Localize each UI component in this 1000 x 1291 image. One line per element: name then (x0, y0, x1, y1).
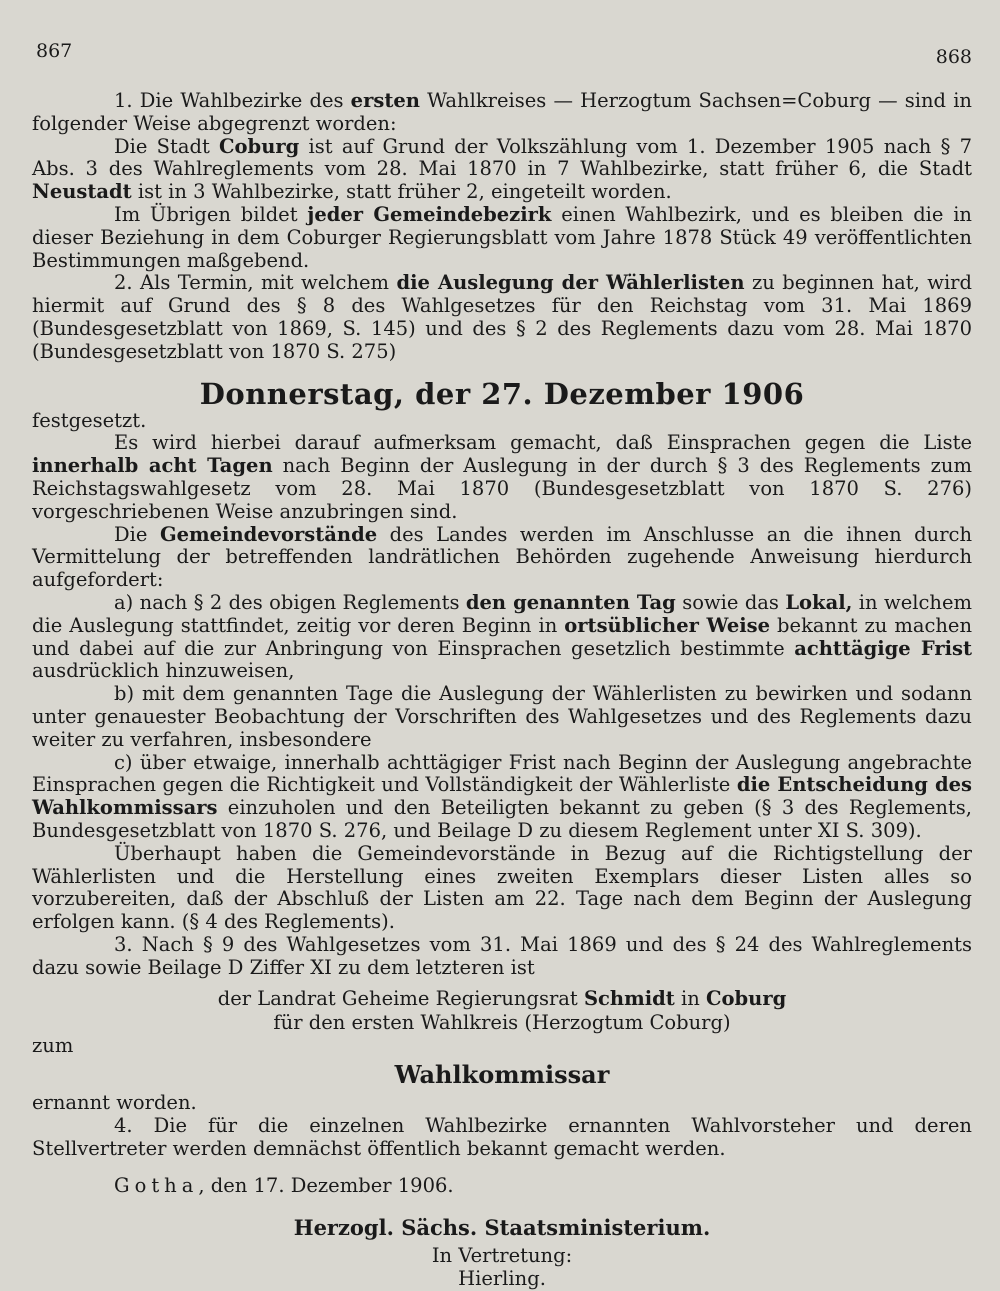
text-run: ist in 3 Wahlbezirke, statt früher 2, eingeteilt worden. (131, 180, 672, 204)
text-run: in welchem die Auslegung stattfindet, zeitig vor deren Beginn in (32, 590, 972, 637)
emphasis-text: Neustadt (32, 180, 132, 204)
section-1-coburg (32, 136, 972, 204)
ministry-name: Herzogl. Sächs. Staatsministerium. (293, 1215, 711, 1241)
appointment-line-1 (32, 987, 972, 1011)
text-run: des Landes werden im Anschlusse an die ihnen durch Vermittelung der betreffenden landrätlichen Behörden zugehende Anweisung hierdurch aufgefordert: (32, 522, 973, 592)
emphasis-text: die Auslegung der Wählerlisten (396, 271, 745, 295)
appointment-block (32, 987, 972, 1035)
list-item-c (32, 752, 972, 843)
text-run: einzuholen und den Beteiligten bekannt zu geben (§ 3 des Reglements, Bundesgesetzblatt von 1870 S. 276, und Beilage D zu diesem Reglement unter XI S. 309). (32, 796, 972, 842)
list-item-a (32, 592, 972, 683)
page-number-right: 868 (935, 46, 972, 68)
text-run: Wahlkreises — Herzogtum Sachsen=Coburg — sind in folgender Weise abgegrenzt worden: (32, 89, 972, 135)
section-1-remaining (32, 204, 972, 272)
text-run: zu beginnen hat, wird hiermit auf Grund des § 8 des Wahlgesetzes für den Reichstag vom 31. Mai 1869 (Bundesgesetzblatt von 1869, S. 145) und des § 2 des Reglements dazu vom 28. Mai 1870 (Bundesgesetzblatt von 1870 S. 275) (32, 271, 972, 363)
section-3-intro: 3. Nach § 9 des Wahlgesetzes vom 31. Mai 1869 und des § 24 des Wahlreglements dazu sowie Beilage D Ziffer XI zu dem letzteren ist (32, 932, 972, 979)
section-2-objections (32, 432, 972, 523)
text-run: einen Wahlbezirk, und es bleiben die in dieser Beziehung in dem Coburger Regierungsblatt vom Jahre 1878 Stück 49 veröffentlichten Bestimmungen maßgebend. (32, 202, 972, 272)
section-2-municipal-boards (32, 524, 972, 592)
text-run: Im Übrigen bildet (114, 202, 308, 226)
emphasis-text: ersten (350, 89, 420, 112)
section-2-intro (32, 272, 972, 363)
vertretung-text: In Vertretung: (431, 1244, 573, 1268)
text-run: Die Stadt (114, 134, 220, 158)
signature-block (32, 1211, 972, 1291)
page-number-left: 867 (36, 40, 73, 62)
emphasis-text: Coburg (706, 987, 787, 1011)
date-text: , den 17. Dezember 1906. (198, 1173, 454, 1197)
emphasis-text: Lokal, (785, 590, 853, 614)
emphasis-text: die Entscheidung des Wahlkommissars (32, 773, 972, 820)
emphasis-text: innerhalb acht Tagen (32, 454, 273, 478)
text-run: 2. Als Termin, mit welchem (114, 271, 397, 295)
text-run: bekannt zu machen und dabei auf die zur Anbringung von Einsprachen gesetzlich bestimmte (32, 613, 973, 660)
date-heading: Donnerstag, der 27. Dezember 1906 (199, 376, 805, 411)
section-4-text: 4. Die für die einzelnen Wahlbezirke ernannten Wahlvorsteher und deren Stellvertreter werden demnächst öffentlich bekannt gemacht werden. (32, 1114, 972, 1160)
page-header (32, 0, 972, 90)
emphasis-text: achttägige Frist (794, 636, 972, 660)
text-run: in (674, 987, 706, 1011)
signer-name: Hierling. (458, 1267, 546, 1291)
emphasis-text: Schmidt (583, 987, 675, 1011)
emphasis-text: Gemeindevorstände (159, 522, 378, 546)
list-item-b: b) mit dem genannten Tage die Auslegung der Wählerlisten zu bewirken und sodann unter genauester Beobachtung der Vorschriften des Wahlgesetzes und des Reglements dazu weiter zu verfahren, insbesondere (32, 682, 972, 751)
text-run: ist auf Grund der Volkszählung vom 1. Dezember 1905 nach § 7 Abs. 3 des Wahlreglements vom 28. Mai 1870 in 7 Wahlbezirke, statt früher 6, die Stadt (32, 134, 972, 181)
place-name: Gotha (114, 1173, 199, 1197)
festgesetzt-text: festgesetzt. (32, 408, 147, 432)
text-run: c) über etwaige, innerhalb achttägiger Frist nach Beginn der Auslegung angebrachte Einsprachen gegen die Richtigkeit und Vollständigkeit der Wählerliste (32, 750, 972, 797)
zum-text: zum (32, 1034, 74, 1058)
text-run: ausdrücklich hinzuweisen, (32, 659, 295, 683)
emphasis-text: jeder Gemeindebezirk (307, 202, 552, 226)
section-2-preparation: Überhaupt haben die Gemeindevorstände in Bezug auf die Richtigstellung der Wählerlisten und die Herstellung eines zweiten Exemplars dieser Listen alles so vorzubereiten, daß der Abschluß der Listen am 22. Tage nach dem Beginn der Auslegung erfolgen kann. (§ 4 des Reglements). (32, 841, 972, 934)
ernannt-text: ernannt worden. (32, 1091, 197, 1115)
emphasis-text: den genannten Tag (465, 590, 676, 614)
section-1-intro (32, 90, 972, 136)
emphasis-text: ortsüblicher Weise (564, 613, 771, 637)
text-run: 1. Die Wahlbezirke des (114, 89, 351, 112)
emphasis-text: Coburg (219, 134, 300, 158)
document-body (32, 90, 972, 1291)
place-date (32, 1175, 972, 1198)
text-run: Es wird hierbei darauf aufmerksam gemacht, daß Einsprachen gegen die Liste (114, 431, 972, 455)
appointment-line-2: für den ersten Wahlkreis (Herzogtum Coburg) (273, 1011, 731, 1035)
text-run: nach Beginn der Auslegung in der durch § 3 des Reglements zum Reichstagswahlgesetz vom 28. Mai 1870 (Bundesgesetzblatt von 1870 S. 276) vorgeschriebenen Weise anzubringen sind. (32, 454, 972, 523)
wahlkommissar-heading: Wahlkommissar (394, 1060, 610, 1090)
text-run: a) nach § 2 des obigen Reglements (114, 590, 466, 614)
text-run: sowie das (675, 590, 786, 614)
text-run: Die (114, 522, 160, 546)
text-run: der Landrat Geheime Regierungsrat (217, 987, 584, 1011)
